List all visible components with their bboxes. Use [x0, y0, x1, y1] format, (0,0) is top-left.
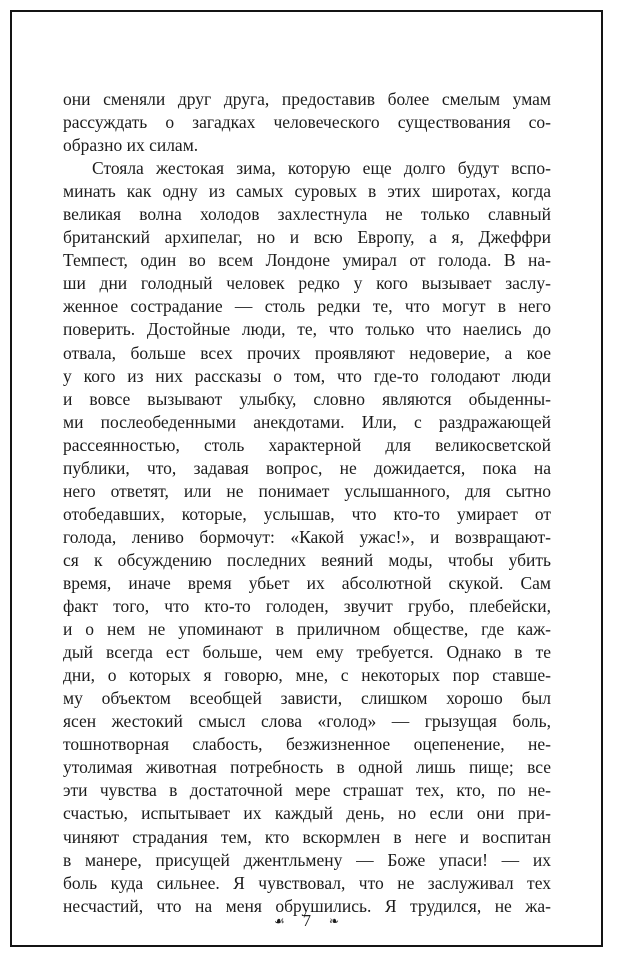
- text-line: британский архипелаг, но и всю Европу, а я, Джеффри: [63, 227, 551, 248]
- text-line: него ответят, или не понимает услышанного, для сытно: [63, 480, 551, 501]
- text-line: ши дни голодный человек редко у кого вызывает заслу-: [63, 273, 551, 294]
- text-line: тошнотворная слабость, безжизненное оцепенение, не-: [63, 734, 551, 755]
- text-line: рассуждать о загадках человеческого существования со-: [63, 112, 551, 133]
- text-line: время, иначе время убьет их абсолютной скукой. Сам: [63, 572, 551, 593]
- text-line: и вовсе вызывают улыбку, словно являются обыденны-: [63, 388, 551, 409]
- text-line: му объектом всеобщей зависти, слишком хорошо был: [63, 688, 551, 709]
- text-line: ясен жестокий смысл слова «голод» — грызущая боль,: [63, 711, 551, 732]
- text-line: они сменяли друг друга, предоставив более смелым умам: [63, 89, 551, 109]
- text-line: поверить. Достойные люди, те, что только что наелись до: [63, 319, 551, 340]
- text-line: и о нем не упоминают в приличном обществе, где каж-: [63, 619, 551, 640]
- text-line: факт того, что кто-то голоден, звучит грубо, плебейски,: [63, 596, 551, 617]
- fleuron-right-icon: ❧: [328, 914, 340, 928]
- text-line: минать как одну из самых суровых в этих широтах, когда: [63, 181, 551, 202]
- text-line: несчастий, что на меня обрушились. Я трудился, не жа-: [63, 895, 551, 916]
- text-line: ми послеобеденными анекдотами. Или, с раздражающей: [63, 411, 551, 432]
- page-footer: [12, 911, 601, 931]
- text-line: голода, лениво бормочут: «Какой ужас!», и возвращают-: [63, 526, 551, 547]
- fleuron-left-icon: ☙: [273, 914, 285, 928]
- text-line: отвала, больше всех прочих проявляют недоверие, а кое: [63, 342, 551, 363]
- text-line: публики, что, задавая вопрос, не дожидается, пока на: [63, 457, 551, 478]
- text-line: Темпест, один во всем Лондоне умирал от голода. В на-: [63, 250, 551, 271]
- text-line: счастью, испытывает их каждый день, но если они при-: [63, 803, 551, 824]
- text-line: чиняют страдания тем, кто вскормлен в неге и воспитан: [63, 826, 551, 847]
- book-page: [10, 10, 603, 947]
- text-line: отобедавших, которые, услышав, что кто-то умирает от: [63, 503, 551, 524]
- text-line: у кого из них рассказы о том, что где-то голодают люди: [63, 365, 551, 386]
- text-line: Стояла жестокая зима, которую еще долго будут вспо-: [92, 158, 551, 179]
- text-line: ся к обсуждению последних веяний моды, чтобы убить: [63, 549, 551, 570]
- text-block: [63, 88, 551, 918]
- text-line: утолимая животная потребность в одной лишь пище; все: [63, 757, 551, 778]
- text-line: боль куда сильнее. Я чувствовал, что не заслуживал тех: [63, 872, 551, 893]
- page-number: 7: [302, 911, 311, 930]
- text-line: образно их силам.: [63, 135, 199, 156]
- text-line: в манере, присущей джентльмену — Боже упаси! — их: [63, 849, 551, 870]
- text-line: дни, о которых я говорю, мне, с некоторых пор ставше-: [63, 665, 551, 686]
- text-line: женное сострадание — столь редки те, что могут в него: [63, 296, 551, 317]
- text-line: эти чувства в достаточной мере страшат тех, кто, по не-: [63, 780, 551, 801]
- text-line: дый всегда ест больше, чем ему требуется. Однако в те: [63, 642, 551, 663]
- text-line: рассеянностью, столь характерной для великосветской: [63, 434, 551, 455]
- text-line: великая волна холодов захлестнула не только славный: [63, 204, 551, 225]
